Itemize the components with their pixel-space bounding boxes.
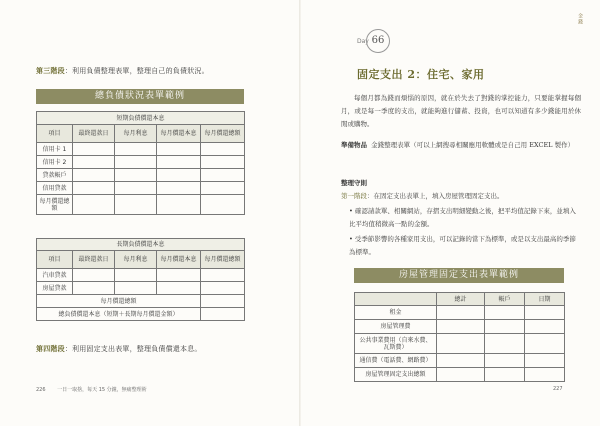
intro-paragraph: 每個月都為錢而煩惱的原因，就在於失去了對錢的掌控能力，只要能掌握每個月，或是每一季度的支出，就能夠進行儲蓄、投資，也可以知道有多少錢能用於休閒或購物。 <box>341 94 581 128</box>
debt-form-banner: 總負債狀況表單範例 <box>36 89 244 104</box>
col-header-principal: 每月償還本息 <box>157 125 201 143</box>
stage4-label: 第四階段 <box>36 344 65 353</box>
col-header-blank <box>355 293 437 306</box>
col-header-item: 項目 <box>37 251 73 269</box>
stage1-line <box>341 190 581 203</box>
col-header-interest: 每月利息 <box>115 251 157 269</box>
col-header-item: 項目 <box>37 125 73 143</box>
long-term-total-label: 每月償還總額 <box>37 295 201 308</box>
long-term-title: 長期負債償還本息 <box>37 239 245 251</box>
col-header-date: 日期 <box>525 293 565 306</box>
stage3-line <box>36 66 209 76</box>
page-number: 226 <box>36 387 46 393</box>
housing-expense-table <box>354 292 565 382</box>
stage4-line <box>36 344 202 354</box>
short-term-title: 短期負債償還本息 <box>37 112 245 125</box>
table-row-label: 信用卡 1 <box>37 143 73 156</box>
short-term-debt-table <box>36 111 245 215</box>
col-header-total: 總計 <box>437 293 485 306</box>
grand-total-label: 總負債償還本息（短期＋長期每月償還金額） <box>37 308 201 321</box>
book-gutter <box>299 0 301 426</box>
expense-form-banner: 房屋管理固定支出表單範例 <box>354 268 564 283</box>
table-row-label: 公共事業費用（自來水費、瓦斯費） <box>355 334 437 354</box>
rules-heading: 整理守則 <box>341 179 367 187</box>
col-header-principal: 每月償還本息 <box>157 251 201 269</box>
table-row-label: 貸款帳戶 <box>37 169 73 182</box>
table-row-label: 汽車貸款 <box>37 269 73 282</box>
prep-text: 金錢整理表單（可以上網搜尋相關應用軟體或是自己用 EXCEL 製作） <box>371 141 575 149</box>
bullet-text: 受季節影響的各種家用支出，可以記錄的當下為標準，或是以支出最高的季節為標準。 <box>349 235 576 256</box>
table-row-label: 信用貸款 <box>37 182 73 195</box>
long-term-debt-table <box>36 238 245 321</box>
table-row-label: 租金 <box>355 306 437 320</box>
list-item: • 確認請款單、相關網站，存摺支出明細變動之後，把平均值記錄下來，並填入比平均值稍微高一點的金額。 <box>349 207 576 228</box>
day-label: Day <box>357 38 369 45</box>
bullet-text: 確認請款單、相關網站，存摺支出明細變動之後，把平均值記錄下來，並填入比平均值稍微高一點的金額。 <box>349 207 576 228</box>
col-header-interest: 每月利息 <box>115 125 157 143</box>
prep-paragraph <box>341 139 581 152</box>
table-row-label: 信用卡 2 <box>37 156 73 169</box>
stage3-text: ：利用負債整理表單，整理自己的負債狀況。 <box>64 67 209 75</box>
right-page-number: 227 <box>553 386 563 392</box>
col-header-due: 最終還款日 <box>73 251 115 269</box>
table-row-label: 通信費（電話費、網路費） <box>355 354 437 368</box>
table-row-label: 房屋貸款 <box>37 282 73 295</box>
col-header-total: 每月償還總額 <box>201 251 245 269</box>
day-number: 66 <box>366 29 390 53</box>
table-row-label: 每月償還總額 <box>37 195 73 215</box>
col-header-account: 帳戶 <box>485 293 525 306</box>
chapter-title: 固定支出 2：住宅、家用 <box>357 68 485 81</box>
stage3-label: 第三階段 <box>36 66 65 75</box>
table-row-label: 房屋管理固定支出總額 <box>355 368 437 382</box>
col-header-total: 每月償還總額 <box>201 125 245 143</box>
stage4-text: ：利用固定支出表單，整理負債償還本息。 <box>64 345 202 353</box>
col-header-due: 最終還款日 <box>73 125 115 143</box>
stage1-text: ：在固定支出表單上，填入房屋管理固定支出。 <box>367 192 504 200</box>
book-title: 一日一取捨，每天 15 分鐘，無痛整理術 <box>57 387 147 393</box>
stage1-label: 第一階段 <box>341 192 367 200</box>
section-tab: 金錢 <box>577 13 583 25</box>
table-row-label: 房屋管理費 <box>355 320 437 334</box>
list-item: • 受季節影響的各種家用支出，可以記錄的當下為標準，或是以支出最高的季節為標準。 <box>349 235 576 256</box>
left-footer <box>36 386 147 393</box>
prep-label: 準備物品 <box>341 141 367 149</box>
